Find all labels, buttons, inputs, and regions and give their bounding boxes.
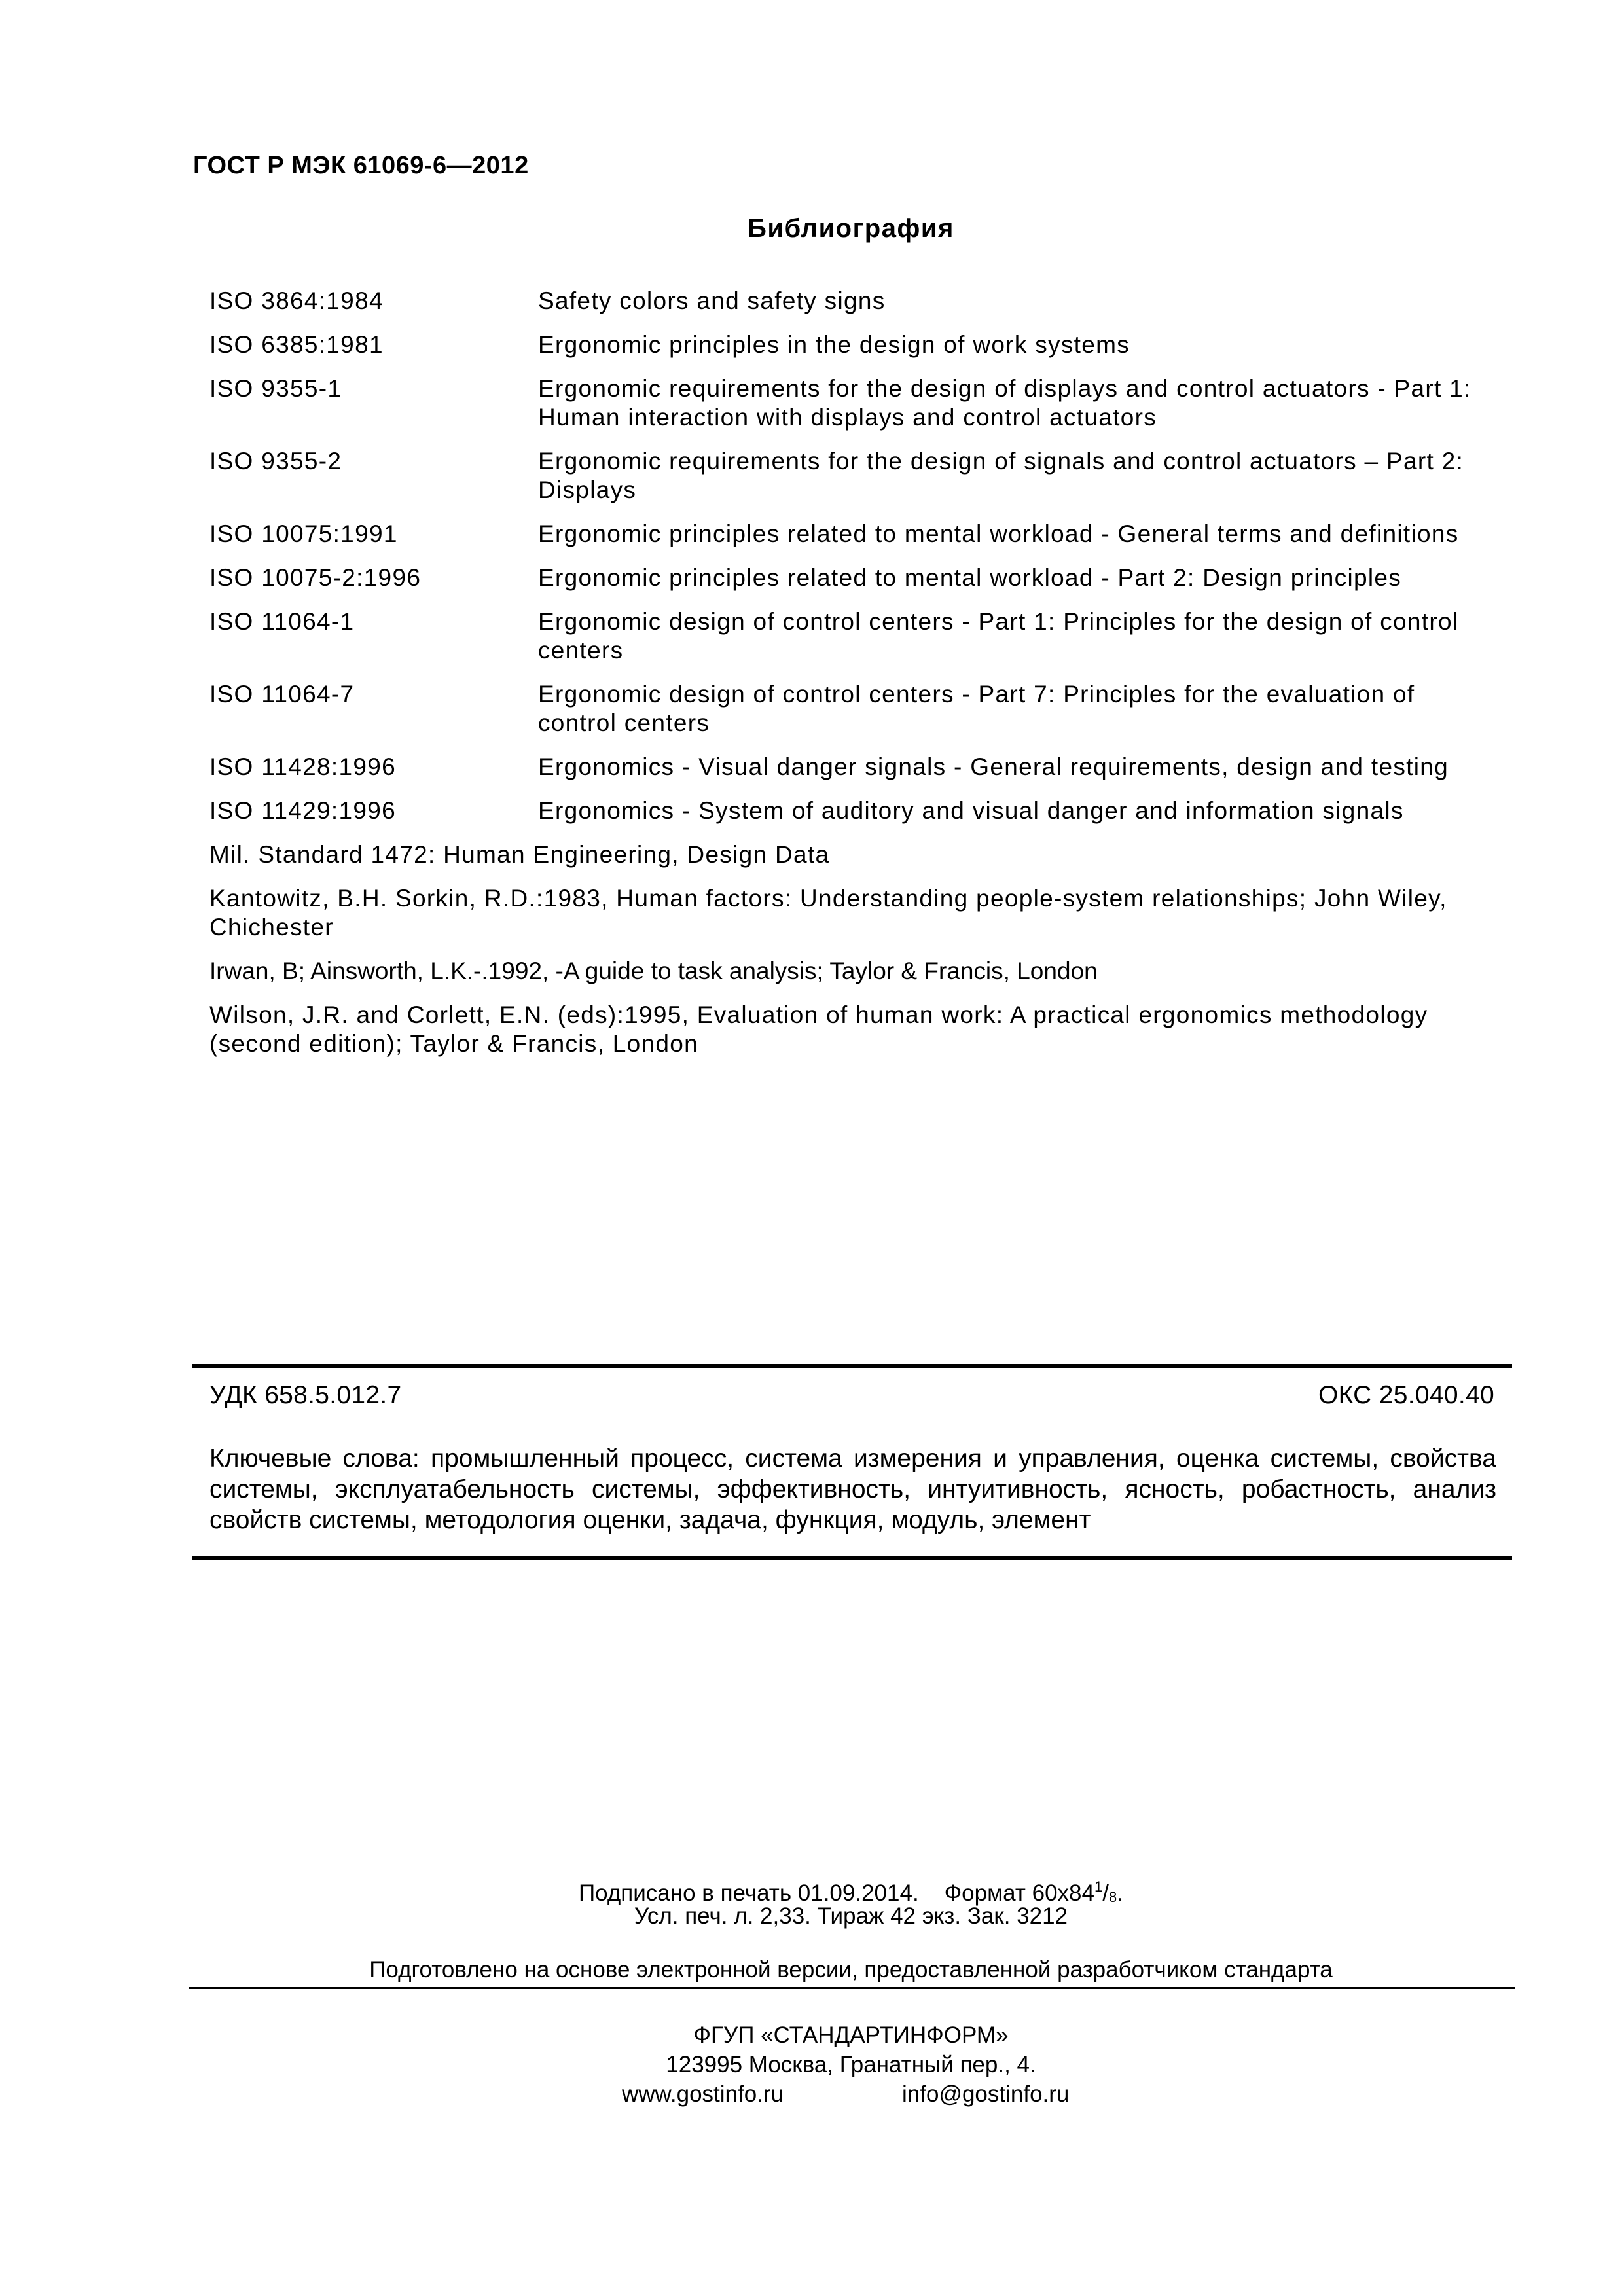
format-suffix: .: [1117, 1880, 1123, 1906]
classification-top-rule: [192, 1364, 1512, 1368]
entry-title: Ergonomic principles related to mental workload - Part 2: Design principles: [538, 564, 1402, 591]
publisher-name: ФГУП «СТАНДАРТИНФОРМ»: [693, 2022, 1009, 2048]
bibliography-entry: [209, 520, 1499, 548]
paper-format: Формат 60х84: [944, 1880, 1094, 1906]
entry-title: Ergonomics - System of auditory and visual danger and information signals: [538, 797, 1404, 824]
bibliography-title: Библиография: [748, 214, 954, 243]
bibliography-reference: Wilson, J.R. and Corlett, E.N. (eds):1995, Evaluation of human work: A practical ergonomics methodology (second edition); Taylor & Francis, London: [209, 1001, 1428, 1057]
signed-date: Подписано в печать 01.09.2014.: [579, 1880, 919, 1906]
entry-title: Ergonomic requirements for the design of displays and control actuators - Part 1: Human interaction with displays and control actuators: [538, 375, 1471, 431]
entry-code: ISO 11429:1996: [209, 797, 396, 824]
bibliography-entry: [209, 287, 1499, 315]
entry-code: ISO 3864:1984: [209, 287, 384, 314]
bibliography-entry: [209, 331, 1499, 359]
prepared-note: Подготовлено на основе электронной версии, предоставленной разработчиком стандарта: [369, 1957, 1333, 1982]
keywords-paragraph: Ключевые слова: промышленный процесс, система измерения и управления, оценка системы, свойства системы, эксплуатабельность системы, эффективность, интуитивность, ясность, робастность, анализ свойств системы, методология оценки, задача, функция, модуль, элемент: [209, 1444, 1496, 1534]
publisher-rule: [189, 1987, 1515, 1989]
entry-title: Ergonomic design of control centers - Part 1: Principles for the design of control centers: [538, 608, 1459, 664]
entry-code: ISO 11064-1: [209, 608, 355, 635]
classification-bottom-rule: [192, 1556, 1512, 1560]
standard-id: ГОСТ Р МЭК 61069-6—2012: [193, 152, 529, 179]
entry-code: ISO 9355-2: [209, 448, 342, 475]
oks-code: ОКС 25.040.40: [1318, 1381, 1494, 1409]
udk-code: УДК 658.5.012.7: [209, 1381, 402, 1409]
imprint-signed-line: Подписано в печать 01.09.2014. Формат $60х84^1/_8$.: [579, 1878, 1123, 1906]
bibliography-reference: Kantowitz, B.H. Sorkin, R.D.:1983, Human factors: Understanding people-system relationships; John Wiley, Chichester: [209, 885, 1447, 941]
entry-code: ISO 10075-2:1996: [209, 564, 422, 591]
entry-code: ISO 9355-1: [209, 375, 342, 402]
entry-title: Ergonomic design of control centers - Part 7: Principles for the evaluation of control centers: [538, 681, 1415, 736]
entry-title: Safety colors and safety signs: [538, 287, 886, 314]
bibliography-entry: [209, 607, 1499, 665]
entry-title: Ergonomic principles in the design of work systems: [538, 331, 1130, 358]
entry-code: ISO 11428:1996: [209, 753, 396, 780]
bibliography-reference: Irwan, B; Ainsworth, L.K.-.1992, -A guide to task analysis; Taylor & Francis, London: [209, 958, 1098, 984]
entry-code: ISO 10075:1991: [209, 520, 398, 547]
bibliography-entry: [209, 680, 1499, 738]
entry-code: ISO 6385:1981: [209, 331, 384, 358]
bibliography-entry: [209, 447, 1499, 505]
format-denominator: 8: [1108, 1889, 1117, 1905]
bibliography-entry: [209, 753, 1499, 781]
entry-title: Ergonomics - Visual danger signals - General requirements, design and testing: [538, 753, 1449, 780]
entry-code: ISO 11064-7: [209, 681, 355, 708]
entry-title: Ergonomic requirements for the design of signals and control actuators – Part 2: Displays: [538, 448, 1464, 503]
format-numerator: 1: [1094, 1878, 1103, 1895]
bibliography-list: [209, 287, 1499, 1073]
bibliography-reference: Mil. Standard 1472: Human Engineering, Design Data: [209, 841, 830, 868]
entry-title: Ergonomic principles related to mental workload - General terms and definitions: [538, 520, 1459, 547]
bibliography-entry: [209, 797, 1499, 825]
bibliography-entry: [209, 374, 1499, 432]
publisher-website: www.gostinfo.ru: [622, 2081, 784, 2107]
publisher-address: 123995 Москва, Гранатный пер., 4.: [666, 2052, 1036, 2077]
publisher-email: info@gostinfo.ru: [902, 2081, 1070, 2107]
imprint-print-details: Усл. печ. л. 2,33. Тираж 42 экз. Зак. 3212: [634, 1903, 1068, 1929]
bibliography-entry: [209, 564, 1499, 592]
